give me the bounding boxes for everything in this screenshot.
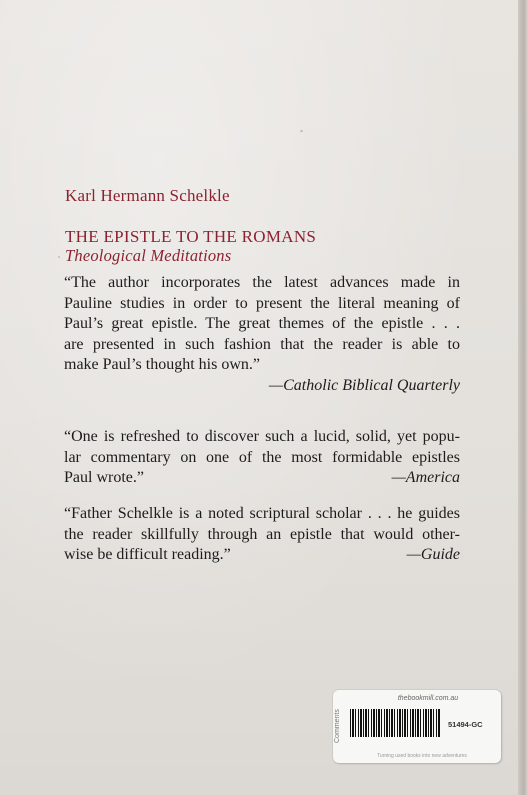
author-name: Karl Hermann Schelkle <box>65 186 230 205</box>
sticker-code: 51494-GC <box>448 720 483 729</box>
quote-line: the reader skillfully through an epistle that would other- <box>64 525 460 543</box>
quote-source: —America <box>391 469 460 486</box>
quote-line: make Paul’s thought his own.” <box>64 356 260 373</box>
book-subtitle: Theological Meditations <box>65 246 232 265</box>
sticker-side-label: Comments <box>334 709 341 743</box>
sticker-tagline: Turning used books into new adventures <box>377 753 467 759</box>
quote-line: “The author incorporates the latest advances made in <box>64 274 460 291</box>
book-title: THE EPISTLE TO THE ROMANS <box>65 227 317 246</box>
sticker-site: thebookmill.com.au <box>397 695 459 702</box>
paper-speck <box>58 256 60 258</box>
quote-line: are presented in such fashion that the reader is able to <box>64 335 460 353</box>
cover-edge <box>518 0 528 795</box>
quote-source: —Guide <box>406 546 460 563</box>
review-quote <box>64 427 460 489</box>
barcode-icon <box>350 709 440 737</box>
quote-line: “Father Schelkle is a noted scriptural scholar . . . he guides <box>64 505 460 522</box>
quote-line: Pauline studies in order to present the literal meaning of <box>64 294 460 312</box>
quote-line: wise be difficult reading.” <box>64 546 231 563</box>
quote-line: “One is refreshed to discover such a lucid, solid, yet popu- <box>64 428 460 445</box>
price-sticker <box>333 690 501 763</box>
paper-speck <box>300 130 303 132</box>
review-quote <box>64 504 460 566</box>
quote-line: lar commentary on one of the most formidable epistles <box>64 448 460 466</box>
quote-line: Paul’s great epistle. The great themes of the epistle . . . <box>64 315 460 332</box>
quote-last-row <box>64 468 460 489</box>
quote-source: —Catholic Biblical Quarterly <box>268 376 460 394</box>
quote-line: Paul wrote.” <box>64 469 144 486</box>
quote-last-row <box>64 545 460 566</box>
review-quote <box>64 273 460 396</box>
